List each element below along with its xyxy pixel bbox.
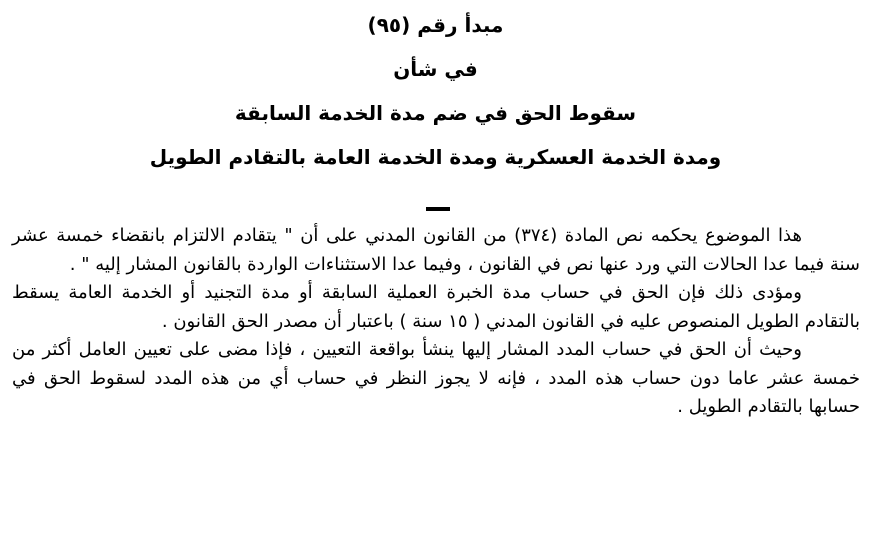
principle-number-heading: مبدأ رقم (٩٥) — [367, 13, 504, 37]
subject-heading-line-1: سقوط الحق في ضم مدة الخدمة السابقة — [234, 101, 637, 125]
document-headings — [0, 14, 871, 190]
paragraph-3: وحيث أن الحق في حساب المدد المشار إليها ينشأ بواقعة التعيين ، فإذا مضى على تعيين العامل أكثر من خمسة عشر عاما دون حساب هذه المدد ، فإنه لا يجوز النظر في حساب أي من هذه المدد لسقوط الحق في حسابها بالتقادم الطويل . — [12, 339, 860, 417]
paragraph-2: ومؤدى ذلك فإن الحق في حساب مدة الخبرة العملية السابقة أو مدة التجنيد أو الخدمة العامة يسقط بالتقادم الطويل المنصوص عليه في القانون المدني ( ١٥ سنة ) باعتبار أن مصدر الحق القانون . — [12, 282, 860, 332]
regarding-heading: في شأن — [393, 57, 478, 81]
subject-heading-line-2: ومدة الخدمة العسكرية ومدة الخدمة العامة بالتقادم الطويل — [149, 145, 722, 169]
separator-dash — [426, 207, 450, 211]
document-body — [12, 222, 860, 422]
paragraph-1: هذا الموضوع يحكمه نص المادة (٣٧٤) من القانون المدني على أن " يتقادم الالتزام بانقضاء خمسة عشر سنة فيما عدا الحالات التي ورد عنها نص في القانون ، وفيما عدا الاستثناءات الواردة بالقانون المشار إليه " . — [12, 225, 860, 275]
